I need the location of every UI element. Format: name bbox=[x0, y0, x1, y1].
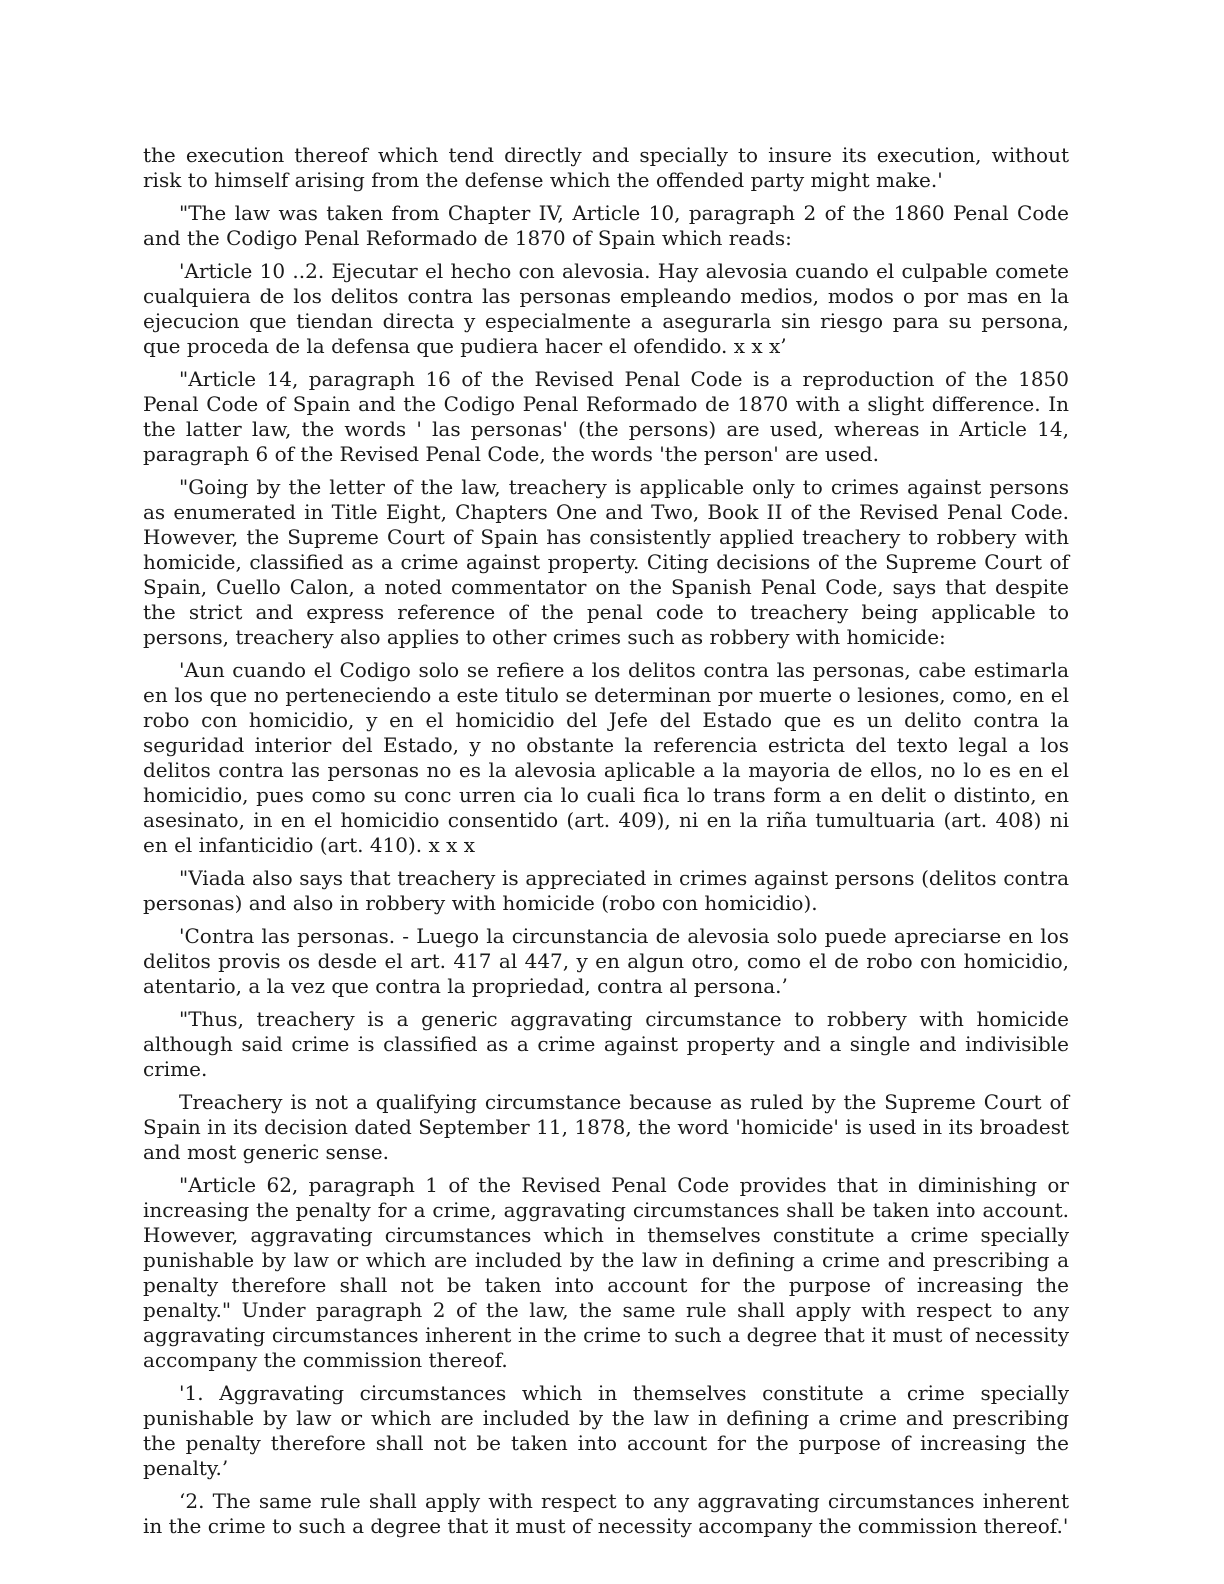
document-page bbox=[143, 143, 1069, 1547]
paragraph-letter-of-law: "Going by the letter of the law, treachery is applicable only to crimes against persons as enumerated in Title Eight, Chapters One and Two, Book II of the Revised Penal Code. However, the Supreme Court of Spain has consistently applied treachery to robbery with homicide, classified as a crime against property. Citing decisions of the Supreme Court of Spain, Cuello Calon, a noted commentator on the Spanish Penal Code, says that despite the strict and express reference of the penal code to treachery being applicable to persons, treachery also applies to other crimes such as robbery with homicide: bbox=[143, 475, 1069, 649]
paragraph-article-14: "Article 14, paragraph 16 of the Revised Penal Code is a reproduction of the 1850 Penal Code of Spain and the Codigo Penal Reformado de 1870 with a slight difference. In the latter law, the words ' las personas' (the persons) are used, whereas in Article 14, paragraph 6 of the Revised Penal Code, the words 'the person' are used. bbox=[143, 367, 1069, 466]
paragraph-rule-1-quote: '1. Aggravating circumstances which in themselves constitute a crime specially punishable by law or which are included by the law in defining a crime and prescribing the penalty therefore shall not be taken into account for the purpose of increasing the penalty.’ bbox=[143, 1381, 1069, 1480]
paragraph-generic-aggravating: "Thus, treachery is a generic aggravating circumstance to robbery with homicide although said crime is classified as a crime against property and a single and indivisible crime. bbox=[143, 1007, 1069, 1081]
paragraph-continuation: the execution thereof which tend directly and specially to insure its execution, without risk to himself arising from the defense which the offended party might make.' bbox=[143, 143, 1069, 192]
paragraph-not-qualifying: Treachery is not a qualifying circumstance because as ruled by the Supreme Court of Spain in its decision dated September 11, 1878, the word 'homicide' is used in its broadest and most generic sense. bbox=[143, 1090, 1069, 1164]
paragraph-viada: "Viada also says that treachery is appreciated in crimes against persons (delitos contra personas) and also in robbery with homicide (robo con homicidio). bbox=[143, 866, 1069, 915]
paragraph-law-source: "The law was taken from Chapter IV, Article 10, paragraph 2 of the 1860 Penal Code and the Codigo Penal Reformado de 1870 of Spain which reads: bbox=[143, 201, 1069, 250]
paragraph-article-10-quote: 'Article 10 ..2. Ejecutar el hecho con alevosia. Hay alevosia cuando el culpable comete cualquiera de los delitos contra las personas empleando medios, modos o por mas en la ejecucion que tiendan directa y especialmente a asegurarla sin riesgo para su persona, que proceda de la defensa que pudiera hacer el ofendido. x x x’ bbox=[143, 259, 1069, 358]
paragraph-article-62: "Article 62, paragraph 1 of the Revised Penal Code provides that in diminishing or increasing the penalty for a crime, aggravating circumstances shall be taken into account. However, aggravating circumstances which in themselves constitute a crime specially punishable by law or which are included by the law in defining a crime and prescribing a penalty therefore shall not be taken into account for the purpose of increasing the penalty." Under paragraph 2 of the law, the same rule shall apply with respect to any aggravating circumstances inherent in the crime to such a degree that it must of necessity accompany the commission thereof. bbox=[143, 1173, 1069, 1372]
paragraph-rule-2-quote: ‘2. The same rule shall apply with respect to any aggravating circumstances inherent in the crime to such a degree that it must of necessity accompany the commission thereof.' bbox=[143, 1489, 1069, 1538]
paragraph-cuello-calon-quote: 'Aun cuando el Codigo solo se refiere a los delitos contra las personas, cabe estimarla en los que no perteneciendo a este titulo se determinan por muerte o lesiones, como, en el robo con homicidio, y en el homicidio del Jefe del Estado que es un delito contra la seguridad interior del Estado, y no obstante la referencia estricta del texto legal a los delitos contra las personas no es la alevosia aplicable a la mayoria de ellos, no lo es en el homicidio, pues como su conc urren cia lo cuali fica lo trans form a en delit o distinto, en asesinato, in en el homicidio consentido (art. 409), ni en la riña tumultuaria (art. 408) ni en el infanticidio (art. 410). x x x bbox=[143, 658, 1069, 857]
paragraph-viada-quote: 'Contra las personas. - Luego la circunstancia de alevosia solo puede apreciarse en los delitos provis os desde el art. 417 al 447, y en algun otro, como el de robo con homicidio, atentario, a la vez que contra la propriedad, contra al persona.’ bbox=[143, 924, 1069, 998]
